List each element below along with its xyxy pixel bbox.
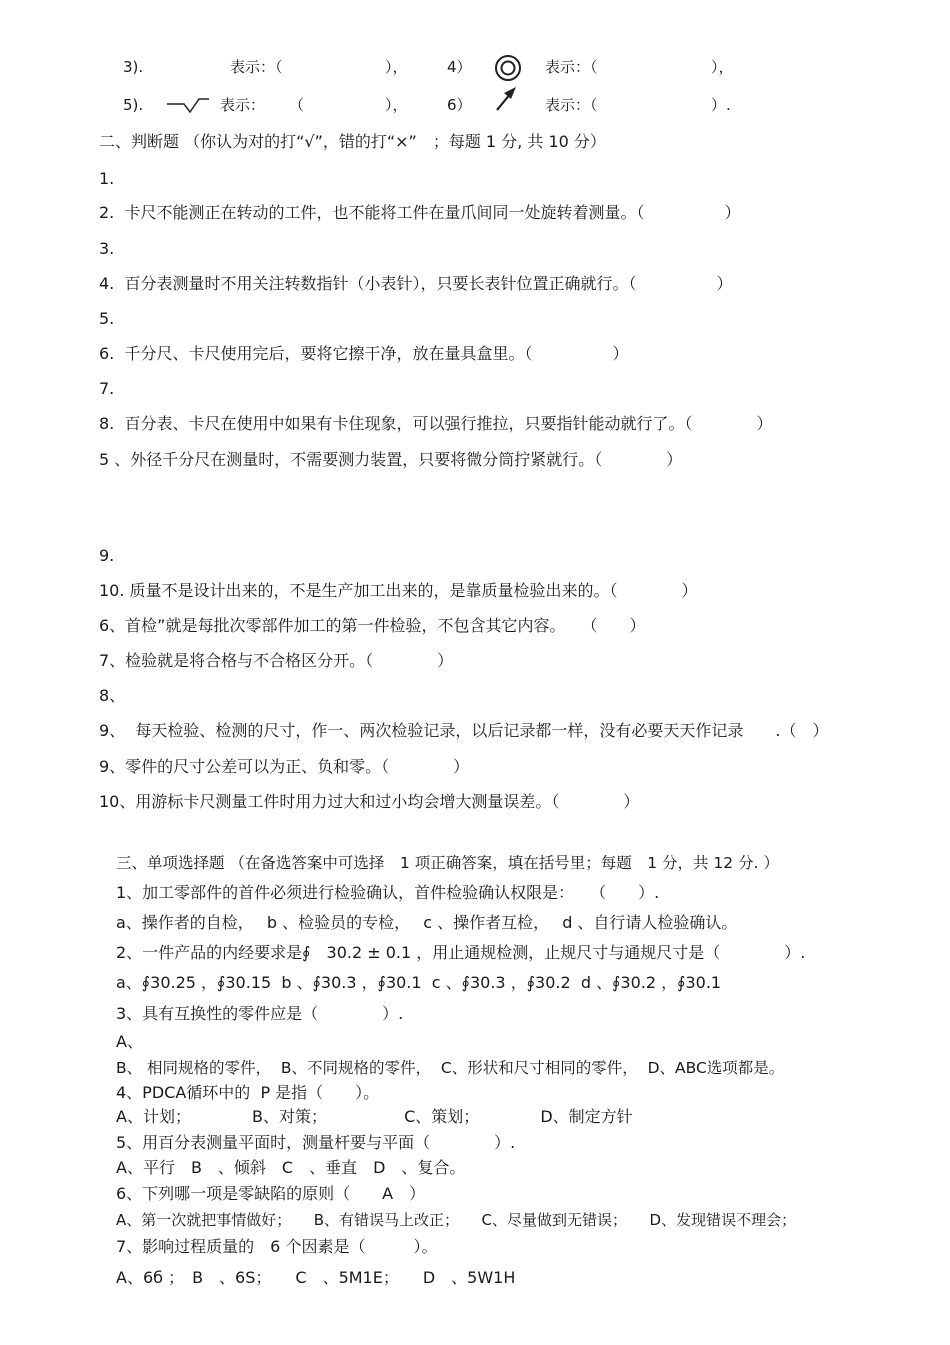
- choice-line: 1、加工零部件的首件必须进行检验确认，首件检验确认权限是： （ ）.: [116, 883, 660, 902]
- choice-line: A、平行 B 、倾斜 C 、垂直 D 、复合。: [116, 1158, 466, 1177]
- judge-item: 7.: [99, 379, 115, 398]
- symbol-6-number: 6）: [447, 96, 472, 114]
- judge-item: 8. 百分表、卡尺在使用中如果有卡住现象，可以强行推拉，只要指针能动就行了。（ ）: [99, 414, 773, 433]
- judge-item: 10、用游标卡尺测量工件时用力过大和过小均会增大测量误差。（ ）: [99, 792, 640, 811]
- judge-item: 9、 每天检验、检测的尺寸，作一、两次检验记录，以后记录都一样，没有必要天天作记录 .（ ）: [99, 721, 829, 740]
- symbol-4-label: 表示：（: [545, 58, 598, 76]
- judge-item: 5 、外径千分尺在测量时，不需要测力装置，只要将微分筒拧紧就行。（ ）: [99, 450, 683, 469]
- symbol-5-label: 表示：: [220, 96, 266, 114]
- choice-line: 6、下列哪一项是零缺陷的原则（ A ）: [116, 1184, 426, 1203]
- choice-line: 4、PDCA循环中的 P 是指（ ）。: [116, 1083, 380, 1102]
- judge-item: 9.: [99, 546, 115, 565]
- symbol-3-number: 3).: [123, 58, 144, 76]
- judge-item: 10. 质量不是设计出来的，不是生产加工出来的，是靠质量检验出来的。（ ）: [99, 581, 698, 600]
- judge-item: 6. 千分尺、卡尺使用完后，要将它擦干净，放在量具盒里。（ ）: [99, 344, 629, 363]
- symbol-4-close: ），: [711, 58, 734, 76]
- judge-item: 1.: [99, 169, 115, 188]
- symbol-6-close: ）.: [711, 96, 731, 114]
- symbol-3-close: ），: [385, 58, 408, 76]
- choice-line: A、6б ； B 、6S； C 、5M1E； D 、5W1H: [116, 1268, 516, 1287]
- choice-line: 7、影响过程质量的 6 个因素是（ ）。: [116, 1237, 438, 1256]
- symbol-5-open: （: [289, 96, 305, 114]
- symbol-5-number: 5).: [123, 96, 144, 114]
- judge-item: 5.: [99, 309, 115, 328]
- choice-line: 3、具有互换性的零件应是（ ）.: [116, 1004, 404, 1023]
- symbol-3-label: 表示：（: [230, 58, 283, 76]
- choice-line: 2、一件产品的内经要求是∮ 30.2 ± 0.1 ，用止通规检测，止规尺寸与通规尺寸是（ ）.: [116, 943, 806, 962]
- judge-item: 9、零件的尺寸公差可以为正、负和零。（ ）: [99, 757, 470, 776]
- choice-line: A、计划； B、对策； C、策划； D、制定方针: [116, 1107, 633, 1126]
- choice-line: A、: [116, 1032, 143, 1051]
- choice-line: A、第一次就把事情做好； B、有错误马上改正； C、尽量做到无错误； D、发现错误不理会；: [116, 1211, 797, 1229]
- judge-item: 6、首检”就是每批次零部件加工的第一件检验，不包含其它内容。 （ ）: [99, 616, 646, 635]
- section3-heading: 三、单项选择题 （在备选答案中可选择 1 项正确答案，填在括号里；每题 1 分，共 12 分. ）: [116, 854, 779, 872]
- judge-item: 2. 卡尺不能测正在转动的工件，也不能将工件在量爪间同一处旋转着测量。（ ）: [99, 203, 741, 222]
- choice-line: a、操作者的自检， b 、检验员的专检， c 、操作者互检， d 、自行请人检验确认。: [116, 913, 738, 932]
- surface-roughness-symbol-icon: [166, 96, 210, 114]
- choice-line: 5、用百分表测量平面时，测量杆要与平面（ ）.: [116, 1133, 516, 1152]
- choice-line: a、∮30.25 ，∮30.15 b 、∮30.3 ，∮30.1 c 、∮30.3 ，∮30.2 d 、∮30.2 ，∮30.1: [116, 973, 722, 992]
- judge-item: 8、: [99, 686, 126, 705]
- judge-item: 7、检验就是将合格与不合格区分开。（ ）: [99, 651, 454, 670]
- symbol-5-close: ），: [385, 96, 408, 114]
- runout-arrow-icon: [494, 86, 518, 112]
- symbol-4-number: 4）: [447, 58, 472, 76]
- section2-heading: 二、判断题 （你认为对的打“√”，错的打“×” ；每题 1 分, 共 10 分）: [99, 132, 606, 151]
- judge-item: 3.: [99, 239, 115, 258]
- concentric-circles-icon: [494, 54, 522, 82]
- symbol-6-label: 表示：（: [545, 96, 598, 114]
- choice-line: B、 相同规格的零件， B、不同规格的零件， C、形状和尺寸相同的零件， D、ABC选项都是。: [116, 1059, 785, 1077]
- judge-item: 4. 百分表测量时不用关注转数指针（小表针），只要长表针位置正确就行。（ ）: [99, 274, 733, 293]
